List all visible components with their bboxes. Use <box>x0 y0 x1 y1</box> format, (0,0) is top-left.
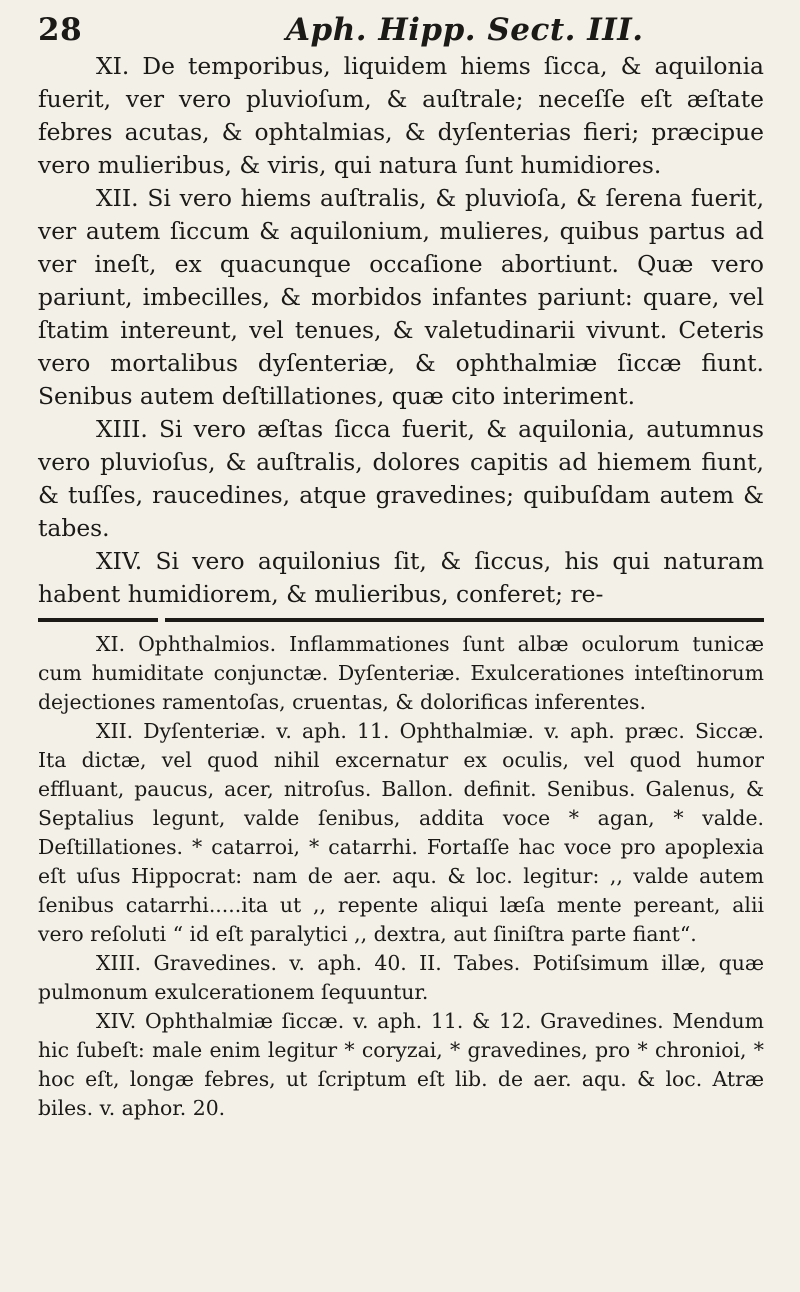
aphorism-11: XI. De temporibus, liquidem hiems ſicca, & aquilonia fuerit, ver vero pluvioſum, & auſtrale; neceſſe eſt æſtate febres acutas, & ophtalmias, & dyſenterias fieri; præcipue vero mulieribus, & viris, qui natura ſunt humidiores. <box>38 52 764 179</box>
aphorism-14: XIV. Si vero aquilonius ſit, & ſiccus, his qui naturam habent humidiorem, & mulieribus, conferet; re- <box>38 547 764 608</box>
separator-rule-right <box>165 618 764 622</box>
note-14: XIV. Ophthalmiæ ſiccæ. v. aph. 11. & 12. Gravedines. Mendum hic ſubeſt: male enim legitur * coryzai, * gravedines, pro * chronioi, * hoc eſt, longæ febres, ut ſcriptum eſt lib. de aer. aqu. & loc. Atræ biles. v. aphor. 20. <box>38 1009 764 1120</box>
running-title: Aph. Hipp. Sect. III. <box>286 12 644 48</box>
note-12: XII. Dyſenteriæ. v. aph. 11. Ophthalmiæ. v. aph. præc. Siccæ. Ita dictæ, vel quod nihil excernatur ex oculis, vel quod humor effluant, paucus, acer, nitroſus. Ballon. definit. Senibus. Galenus, & Septalius legunt, valde ſenibus, addita voce * agan, * valde. Deſtillationes. * catarroi, * catarrhi. Fortaſſe hac voce pro apoplexia eſt uſus Hippocrat: nam de aer. aqu. & loc. legitur: ,, valde autem ſenibus catarrhi.....ita ut ,, repente aliqui læſa mente pereant, alii vero reſoluti “ id eſt paralytici ,, dextra, aut ſiniſtra parte fiant“. <box>38 719 764 946</box>
page-number: 28 <box>38 12 83 48</box>
note-13: XIII. Gravedines. v. aph. 40. II. Tabes. Potiſsimum illæ, quæ pulmonum exulcerationem ſequuntur. <box>38 951 764 1004</box>
page-header <box>38 12 758 52</box>
main-text <box>38 50 764 611</box>
aphorism-13: XIII. Si vero æſtas ſicca fuerit, & aquilonia, autumnus vero pluvioſus, & auſtralis, dolores capitis ad hiemem fiunt, & tuſſes, raucedines, atque gravedines; quibuſdam autem & tabes. <box>38 415 764 542</box>
separator-rule-left <box>38 618 158 622</box>
aphorism-12: XII. Si vero hiems auſtralis, & pluvioſa, & ſerena fuerit, ver autem ſiccum & aquilonium, mulieres, quibus partus ad ver ineſt, ex quacunque occaſione abortiunt. Quæ vero pariunt, imbecilles, & morbidos infantes pariunt: quare, vel ſtatim intereunt, vel tenues, & valetudinarii vivunt. Ceteris vero mortalibus dyſenteriæ, & ophthalmiæ ſiccæ fiunt. Senibus autem deſtillationes, quæ cito interiment. <box>38 184 764 410</box>
note-11: XI. Ophthalmios. Inflammationes ſunt albæ oculorum tunicæ cum humiditate conjunctæ. Dyſenteriæ. Exulcerationes inteſtinorum dejectiones ramentoſas, cruentas, & dolorificas inferentes. <box>38 632 764 714</box>
commentary-notes <box>38 630 764 1123</box>
